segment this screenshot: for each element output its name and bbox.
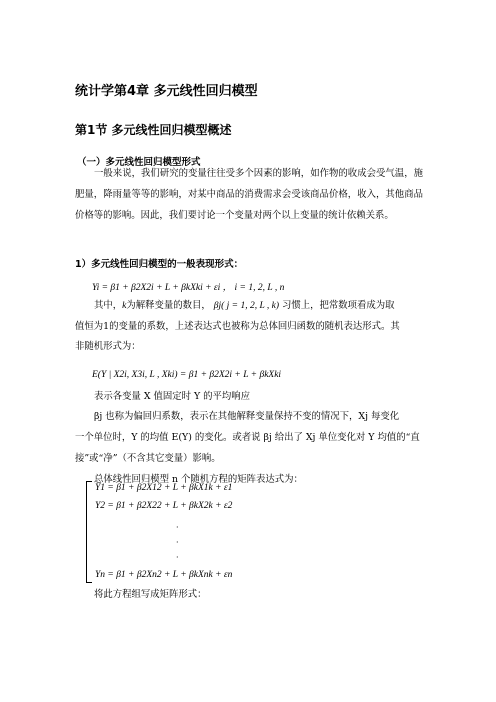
system-equation-2: Y2 = β1 + β2X22 + L + βkX2k + ε2 [95, 501, 233, 511]
partial-coef-line3: 接”或“净”（不含其它变量）影响。 [75, 453, 221, 464]
k-text-b: 为解释变量的数目， [126, 300, 211, 311]
section-title: 第1节 多元线性回归模型概述 [75, 123, 232, 137]
partial-coef-line2: 一个单位时，Y 的均值 E(Y) 的变化。或者说 βj 给出了 Xj 单位变化对 Y 均值的“直 [75, 432, 420, 443]
k-symbol: k [122, 301, 127, 311]
equation-system-brace [86, 481, 92, 583]
beta-j-range: βj( j = 1, 2, L , k) [213, 301, 280, 311]
k-explanation-line1 [94, 295, 395, 317]
k-explanation-line3: 非随机形式为： [75, 341, 141, 352]
k-text-c: 习惯上，把常数项看成为取 [282, 300, 395, 311]
mean-response-line: 表示各变量 X 值固定时 Y 的平均响应 [94, 391, 251, 402]
system-equation-1: Y1 = β1 + β2X12 + L + βkX1k + ε1 [95, 483, 233, 493]
matrix-form-line: 将此方程组写成矩阵形式： [94, 589, 207, 600]
general-equation: Yi = β1 + β2X2i + L + βkXki + εi ， i = 1, 2, L , n [92, 283, 285, 293]
partial-coef-line1: βj 也称为偏回归系数，表示在其他解释变量保持不变的情况下，Xj 每变化 [94, 411, 400, 422]
ellipsis-dot: · [176, 538, 179, 547]
matrix-intro-line: 总体线性回归模型 n 个随机方程的矩阵表达式为： [94, 474, 303, 485]
k-explanation-line2: 值恒为1的变量的系数，上述表达式也被称为总体回归函数的随机表达形式。其 [75, 321, 400, 332]
ellipsis-dot: · [176, 553, 179, 562]
intro-paragraph: 一般来说，我们研究的变量往往受多个因素的影响，如作物的收成会受气温，施肥量，降雨量等等的影响，对某中商品的消费需求会受该商品价格，收入，其他商品价格等的影响。因此，我们要讨论一个变量对两个以上变量的统计依赖关系。 [75, 168, 423, 221]
ellipsis-dot: · [176, 523, 179, 532]
subsection-title: （一）多元线性回归模型形式 [77, 157, 201, 168]
k-text-a: 其中， [94, 300, 123, 311]
system-equation-n: Yn = β1 + β2Xn2 + L + βkXnk + εn [95, 570, 233, 580]
conditional-mean-equation: E(Y | X2i, X3i, L , Xki) = β1 + β2X2i + L + βkXki [92, 370, 282, 380]
chapter-title: 统计学第4章 多元线性回归模型 [75, 84, 258, 99]
item1-title: 1）多元线性回归模型的一般表现形式： [75, 259, 244, 270]
